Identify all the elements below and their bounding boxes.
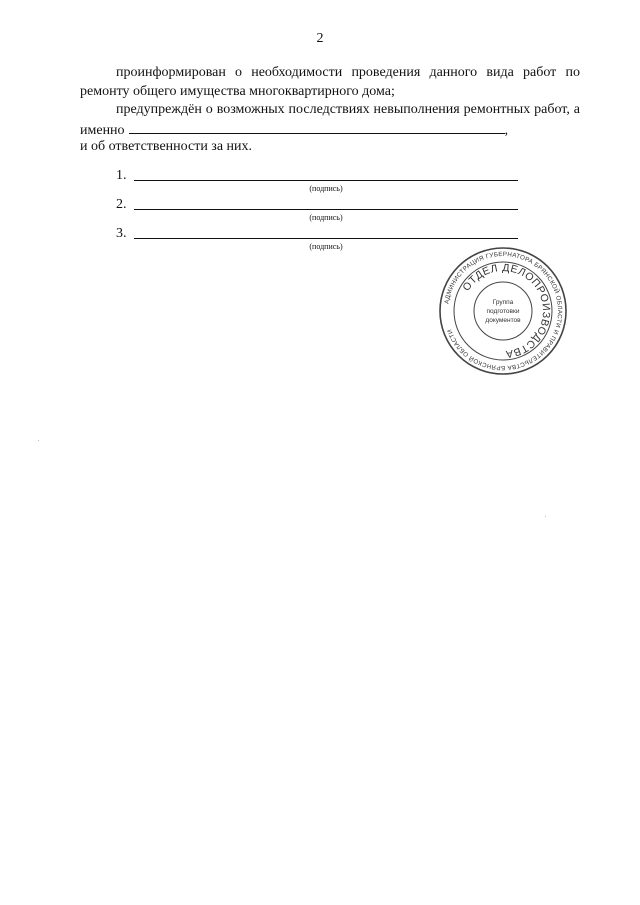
signature-row-1 [116, 168, 518, 198]
signature-number: 3. [116, 226, 127, 241]
signature-caption: (подпись) [309, 213, 343, 222]
stamp-inner-ring-text: ОТДЕЛ ДЕЛОПРОИЗВОДСТВА [460, 261, 553, 361]
signature-line[interactable] [134, 238, 518, 239]
stamp-center-line-3: документов [485, 317, 521, 324]
signature-caption: (подпись) [309, 184, 343, 193]
stamp-seal [438, 246, 568, 376]
signature-number: 2. [116, 197, 127, 212]
office-stamp [438, 246, 568, 376]
signature-caption: (подпись) [309, 242, 343, 251]
stamp-center-line-1: Группа [492, 299, 514, 306]
paragraph-warned-end: , [504, 123, 509, 138]
signature-line[interactable] [134, 209, 518, 210]
scan-speck [545, 516, 546, 517]
signature-number: 1. [116, 168, 127, 183]
paragraph-responsibility: и об ответственности за них. [80, 139, 253, 154]
page-number: 2 [316, 31, 324, 46]
paragraph-warned [80, 100, 580, 140]
signature-row-2 [116, 197, 518, 227]
consequences-fill-line[interactable] [129, 119, 505, 134]
signature-line[interactable] [134, 180, 518, 181]
paragraph-warned-text: предупреждён о возможных последствиях невыполнения ремонтных работ, а именно [80, 102, 580, 138]
stamp-outer-ring-text: АДМИНИСТРАЦИЯ ГУБЕРНАТОРА БРЯНСКОЙ ОБЛАСТИ И ПРАВИТЕЛЬСТВА БРЯНСКОЙ ОБЛАСТИ [443, 250, 564, 372]
scan-speck [38, 440, 39, 441]
stamp-center-line-2: подготовки [486, 308, 520, 315]
paragraph-informed: проинформирован о необходимости проведения данного вида работ по ремонту общего имущества многоквартирного дома; [80, 65, 580, 99]
